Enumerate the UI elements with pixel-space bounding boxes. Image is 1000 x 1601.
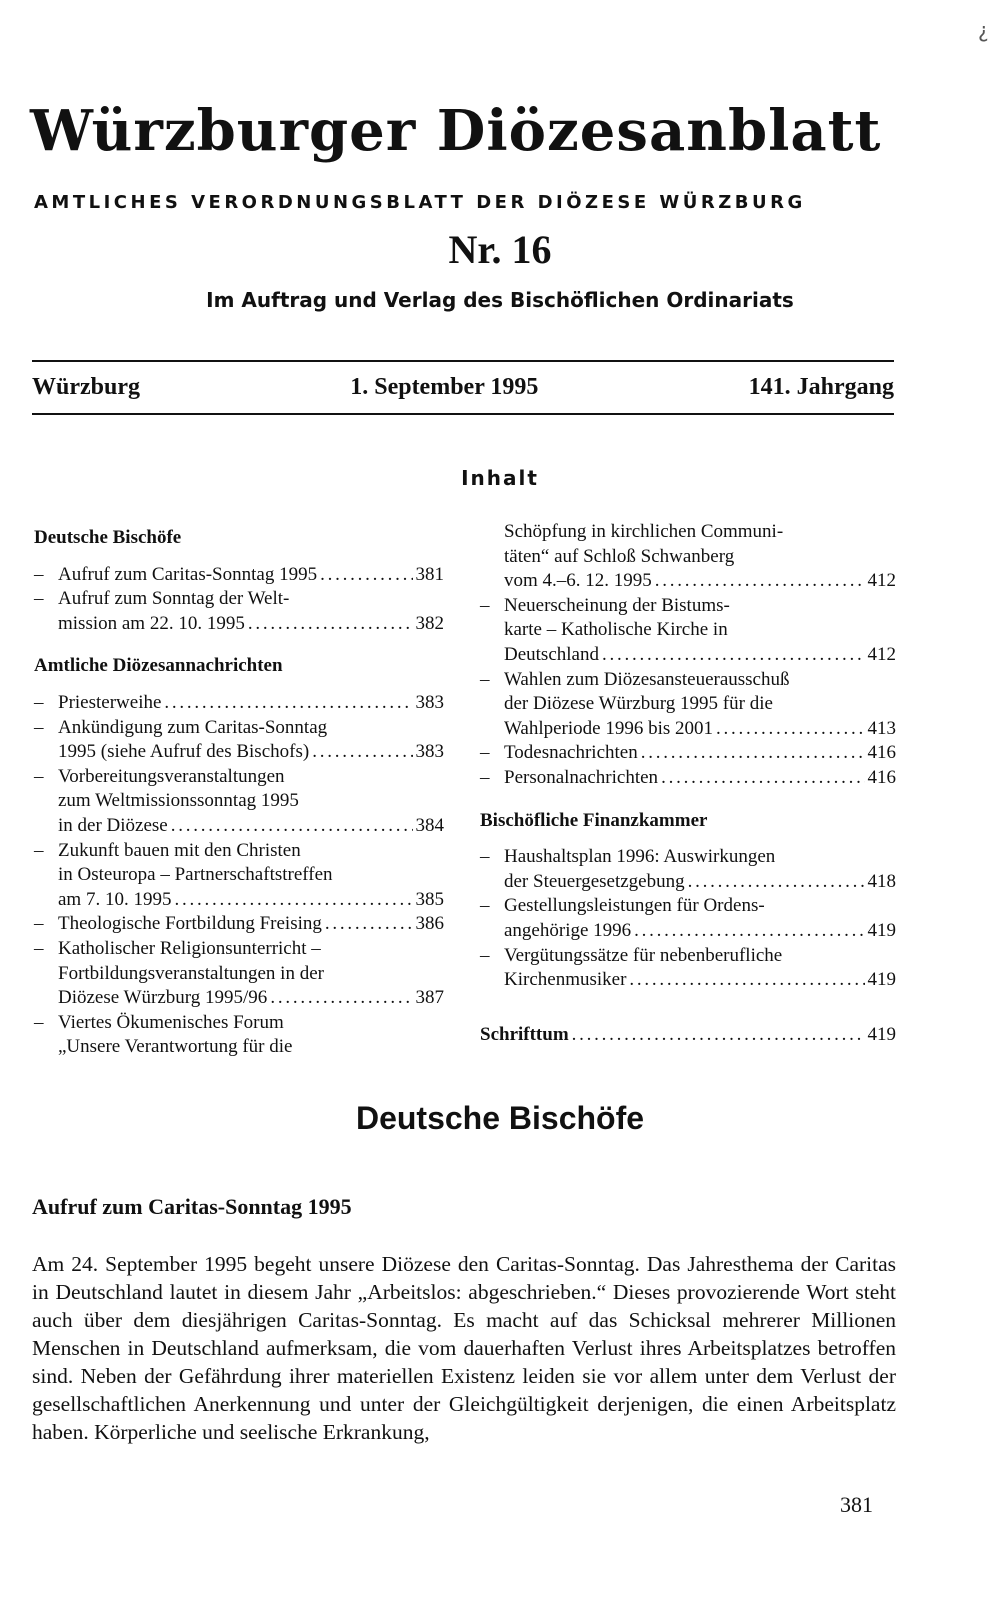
publisher-line: Im Auftrag und Verlag des Bischöflichen Ordinariats <box>206 288 794 312</box>
toc-section-heading: Amtliche Diözesannachrichten <box>34 655 283 677</box>
bottom-rule <box>32 413 894 415</box>
toc-entry[interactable]: – Theologische Fortbildung Freising . . . 386 <box>34 912 444 937</box>
toc-page: 384 <box>415 814 444 836</box>
toc-entry-schrifttum[interactable] <box>480 1023 896 1048</box>
toc-entry[interactable]: – Aufruf zum Caritas-Sonntag 1995 . . . 381 <box>34 563 444 588</box>
corner-mark: ¿ <box>978 18 989 42</box>
toc-right-column <box>480 520 896 1047</box>
masthead <box>32 374 894 401</box>
toc-section-heading: Deutsche Bischöfe <box>34 527 182 548</box>
toc-entry[interactable]: – Wahlen zum Diözesansteuerausschuß der Diözese Würzburg 1995 für die Wahlperiode 1996 bis 2001 . . . 413 <box>480 668 896 742</box>
toc-entry[interactable]: – Priesterweihe . . . 383 <box>34 691 444 716</box>
toc-page: 387 <box>415 987 444 1009</box>
toc-page: 386 <box>415 913 444 935</box>
toc-entry[interactable]: – Katholischer Religionsunterricht – Fortbildungsveranstaltungen in der Diözese Würzburg 1995/96 . . . 387 <box>34 937 444 1011</box>
issue-number: Nr. 16 <box>448 227 552 272</box>
toc-page: 383 <box>415 691 444 713</box>
toc-page: 412 <box>867 643 896 665</box>
toc-entry[interactable]: – Vorbereitungsveranstaltungen zum Weltmissionssonntag 1995 in der Diözese . . . 384 <box>34 765 444 839</box>
toc-entry[interactable]: – Ankündigung zum Caritas-Sonntag 1995 (siehe Aufruf des Bischofs) . . . 383 <box>34 716 444 765</box>
toc-page: 418 <box>867 870 896 892</box>
toc-entry[interactable]: – Todesnachrichten . . . 416 <box>480 741 896 766</box>
toc-entry[interactable]: – Haushaltsplan 1996: Auswirkungen der Steuergesetzgebung . . . 418 <box>480 845 896 894</box>
toc-page: 419 <box>867 1023 896 1045</box>
toc-page: 383 <box>415 741 444 763</box>
toc-page: 412 <box>867 570 896 592</box>
toc-entry[interactable]: – Zukunft bauen mit den Christen in Osteuropa – Partnerschaftstreffen am 7. 10. 1995 . . . 385 <box>34 839 444 913</box>
toc-left-column <box>34 520 444 1060</box>
toc-entry-continued[interactable]: Schöpfung in kirchlichen Communi- täten“ auf Schloß Schwanberg vom 4.–6. 12. 1995 . . . 412 <box>480 520 896 594</box>
toc-page: 419 <box>867 969 896 991</box>
toc-section-heading: Bischöfliche Finanzkammer <box>480 809 708 831</box>
toc-page: 419 <box>867 919 896 941</box>
newspaper-subtitle: AMTLICHES VERORDNUNGSBLATT DER DIÖZESE WÜRZBURG <box>34 192 806 213</box>
toc-heading: Inhalt <box>461 466 539 490</box>
toc-page: 381 <box>415 563 444 585</box>
article-title: Aufruf zum Caritas-Sonntag 1995 <box>32 1194 352 1219</box>
toc-entry[interactable]: – Viertes Ökumenisches Forum „Unsere Verantwortung für die <box>34 1011 293 1058</box>
article-body: Am 24. September 1995 begeht unsere Diözese den Caritas-Sonntag. Das Jahresthema der Caritas in Deutschland lautet in diesem Jahr „Arbeitslos: abgeschrieben.“ Dieses provozierende Wort steht auch über dem diesjährigen Caritas-Sonntag. Es macht auf das Schicksal mehrerer Millionen Menschen in Deutschland aufmerksam, die vom dauerhaften Verlust ihres Arbeitsplatzes betroffen sind. Neben der Gefährdung ihrer materiellen Existenz leiden sie vor allem unter dem Verlust der gesellschaftlichen Anerkennung und unter der Gleichgültigkeit derjenigen, die einen Arbeitsplatz haben. Körperliche und seelische Erkrankung, <box>32 1252 896 1444</box>
toc-entry[interactable]: – Gestellungsleistungen für Ordens- angehörige 1996 . . . 419 <box>480 894 896 943</box>
toc-page: 382 <box>415 612 444 634</box>
top-rule <box>32 360 894 362</box>
toc-section-heading: Schrifttum <box>480 1023 569 1045</box>
masthead-date: 1. September 1995 <box>350 374 539 400</box>
toc-entry[interactable]: – Vergütungssätze für nebenberufliche Kirchenmusiker . . . 419 <box>480 944 896 993</box>
toc-page: 385 <box>415 888 444 910</box>
toc-entry[interactable]: – Neuerscheinung der Bistums- karte – Katholische Kirche in Deutschland . . . 412 <box>480 594 896 668</box>
toc-page: 416 <box>867 742 896 764</box>
page-number: 381 <box>840 1492 873 1517</box>
toc-entry[interactable]: – Aufruf zum Sonntag der Welt- mission am 22. 10. 1995 . . . 382 <box>34 587 444 636</box>
masthead-volume: 141. Jahrgang <box>748 374 894 400</box>
section-title: Deutsche Bischöfe <box>355 1100 645 1136</box>
newspaper-title: Würzburger Diözesanblatt <box>30 98 882 164</box>
masthead-place: Würzburg <box>32 374 140 400</box>
toc-page: 413 <box>867 717 896 739</box>
toc-page: 416 <box>867 766 896 788</box>
toc-entry[interactable]: – Personalnachrichten . . . 416 <box>480 766 896 791</box>
